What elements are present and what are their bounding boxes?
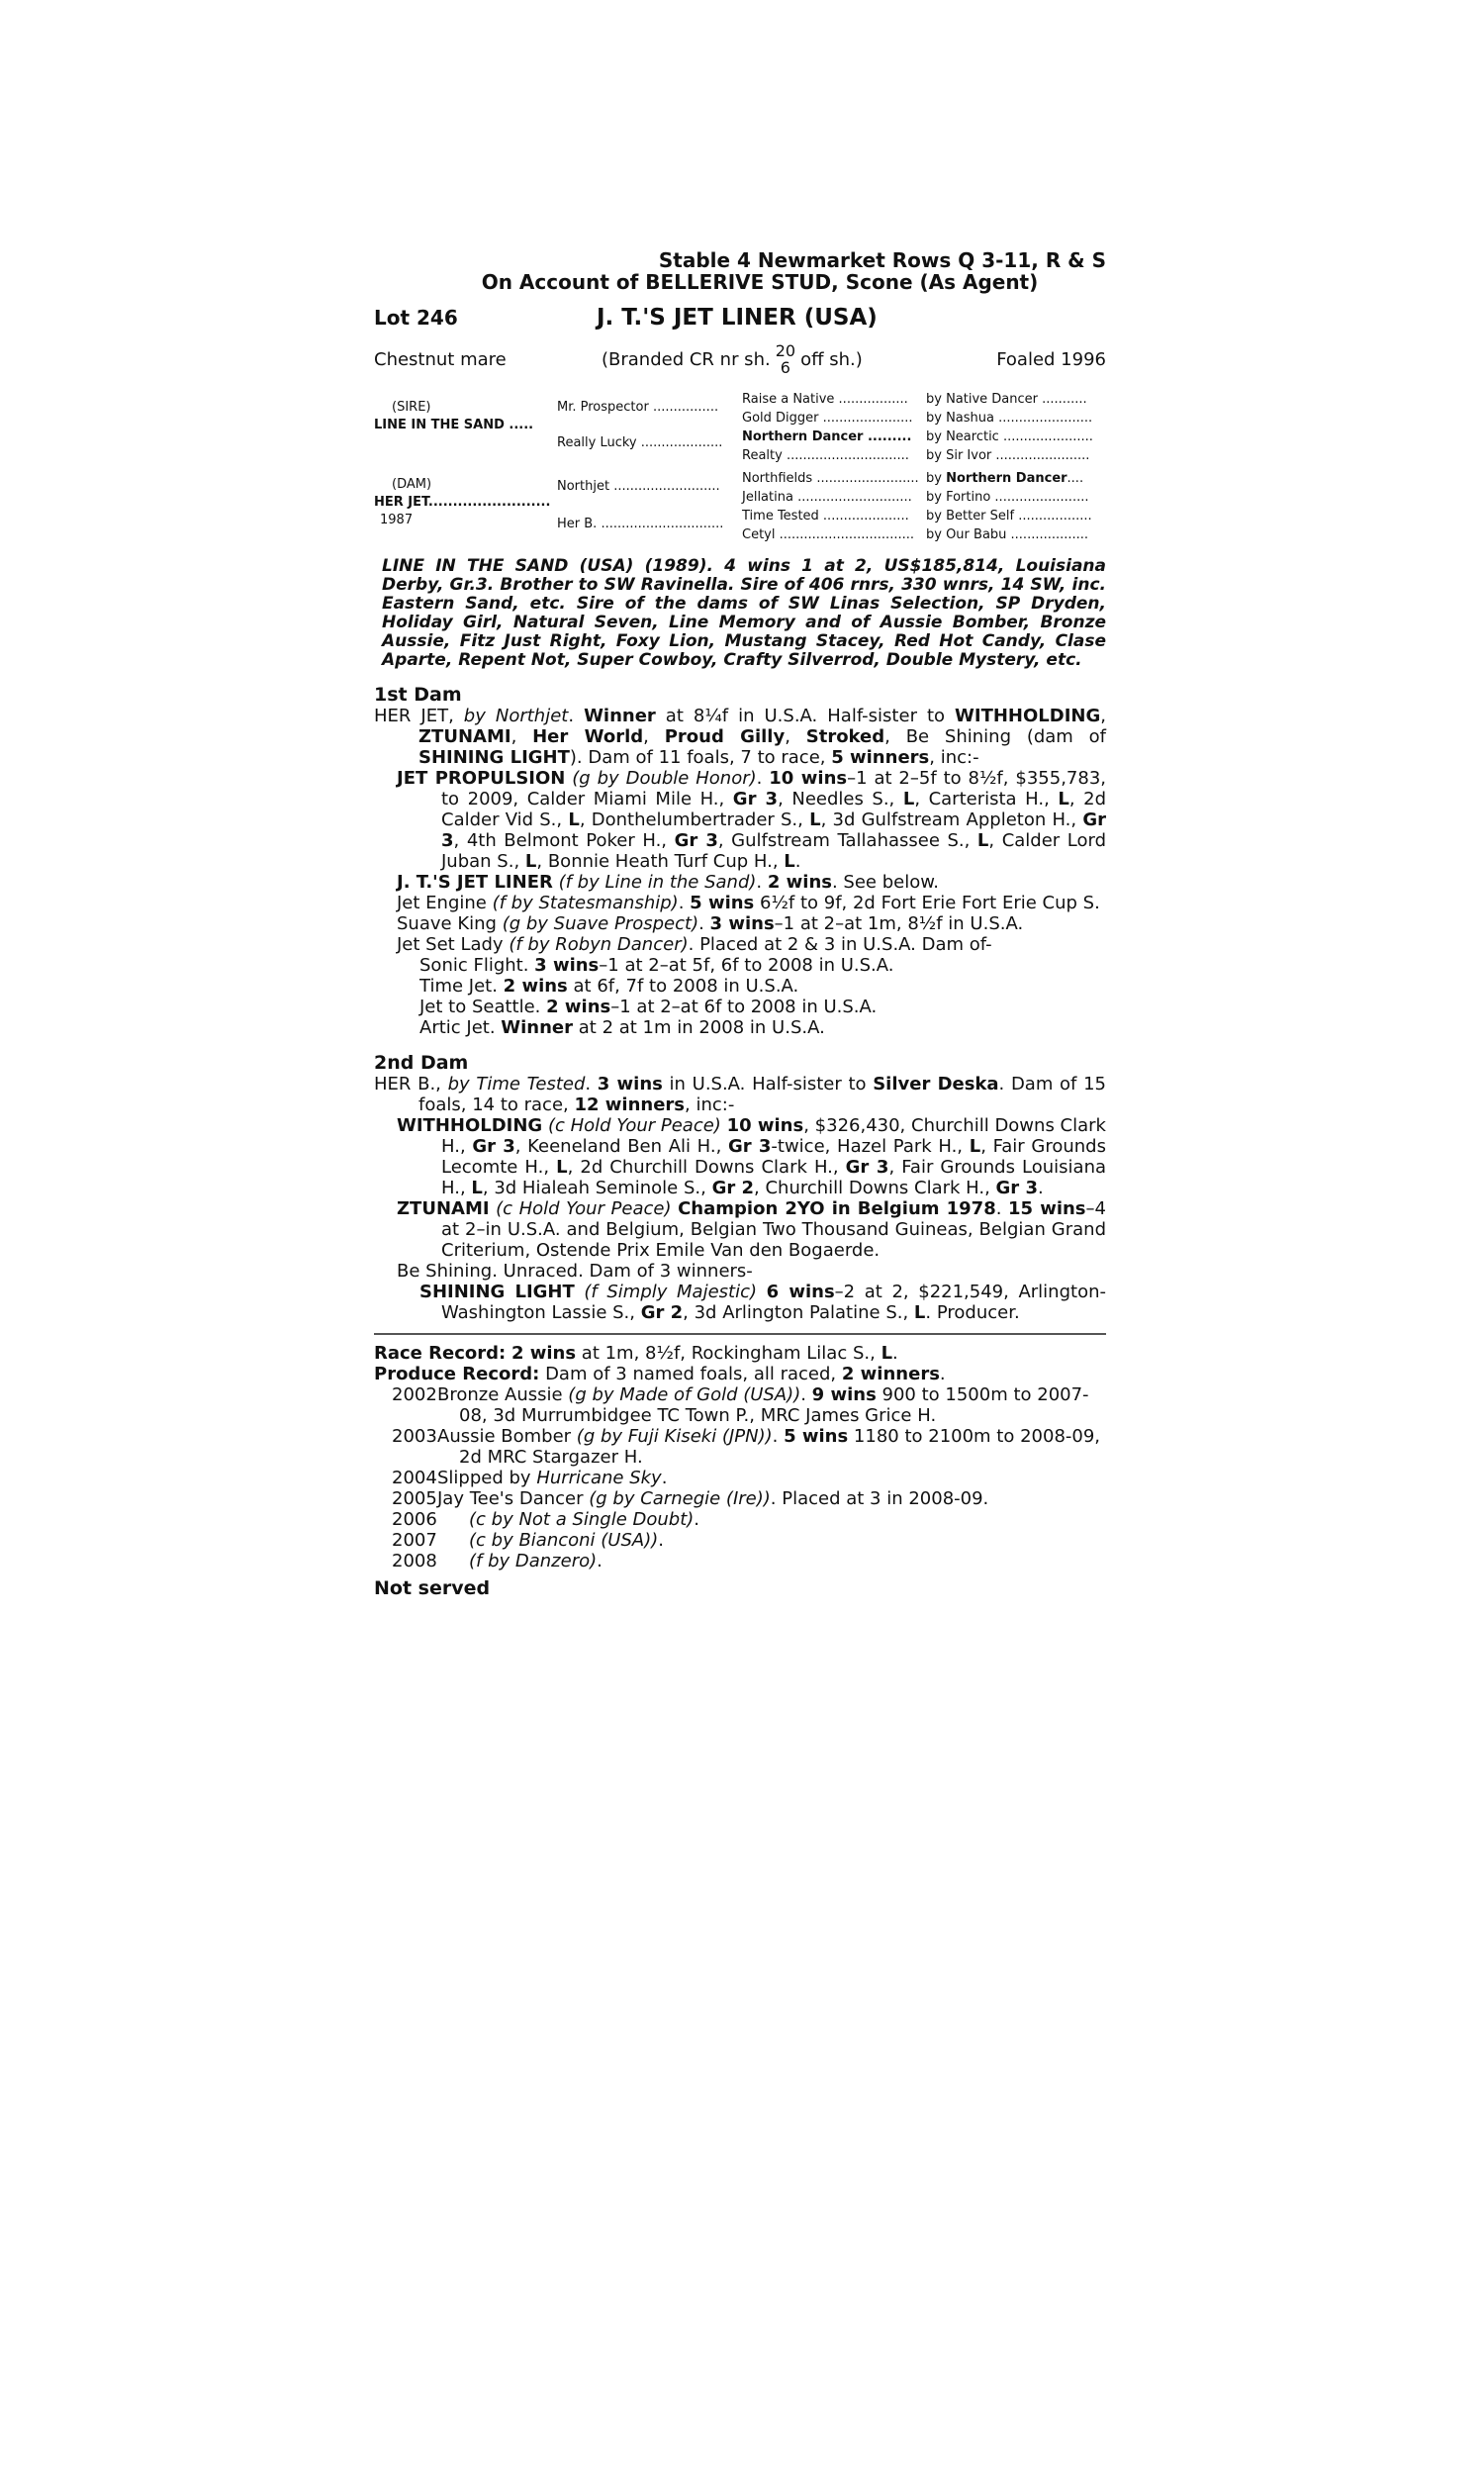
text-run: Gr 3 bbox=[728, 1136, 772, 1157]
text-run: L bbox=[913, 1302, 926, 1323]
text-run: Produce Record: bbox=[374, 1364, 540, 1384]
service-status: Not served bbox=[374, 1577, 491, 1599]
text-run: . bbox=[597, 1551, 603, 1571]
gen3-item: Northern Dancer ......... bbox=[742, 429, 912, 444]
grand-progeny-entry bbox=[374, 976, 1106, 997]
gen4-label: by Nashua bbox=[926, 411, 994, 426]
text-run: . bbox=[658, 1530, 664, 1551]
produce-year: 2008 bbox=[392, 1551, 437, 1571]
text-run: Race Record: bbox=[374, 1343, 507, 1364]
text-run: . bbox=[772, 1426, 785, 1447]
text-run: at 8¼f in U.S.A. Half-sister to bbox=[655, 706, 956, 726]
gen4-label: by Better Self bbox=[926, 509, 1015, 523]
text-run: (f by Robyn Dancer) bbox=[509, 934, 689, 955]
produce-row bbox=[374, 1530, 1106, 1551]
text-run: L bbox=[568, 809, 580, 830]
gen2-item: Really Lucky .................... bbox=[557, 435, 723, 450]
text-run: 2 wins bbox=[767, 872, 832, 893]
text-run: L bbox=[524, 851, 537, 872]
foaled-year: Foaled 1996 bbox=[996, 348, 1106, 370]
text-run: , 4th Belmont Poker H., bbox=[453, 830, 675, 851]
progeny-entry bbox=[374, 1198, 1106, 1261]
text-run: , bbox=[643, 726, 665, 747]
gen4-item: by Sir Ivor ....................... bbox=[926, 448, 1090, 463]
gen4-label: by Native Dancer bbox=[926, 392, 1039, 407]
text-run: (f by Statesmanship) bbox=[492, 893, 679, 913]
text-run: 5 wins bbox=[690, 893, 755, 913]
text-run: , Carterista H., bbox=[914, 789, 1059, 809]
produce-row bbox=[374, 1468, 1106, 1488]
progeny-entry bbox=[374, 934, 1106, 955]
grand-progeny-entry bbox=[374, 997, 1106, 1017]
text-run: (c by Not a Single Doubt) bbox=[469, 1509, 695, 1530]
produce-year: 2002 bbox=[392, 1384, 437, 1405]
gen2-label: Really Lucky bbox=[557, 435, 637, 450]
text-run: L bbox=[969, 1136, 981, 1157]
produce-detail bbox=[437, 1384, 1106, 1426]
text-run: Her World bbox=[532, 726, 644, 747]
produce-year: 2003 bbox=[392, 1426, 437, 1447]
text-run: L bbox=[1058, 789, 1069, 809]
text-run: –4 at 2–in U.S.A. and Belgium, Belgian Two Thousand Guineas, Belgian Grand Criterium, Ostende Prix Emile Van den Bogaerde. bbox=[441, 1198, 1106, 1261]
text-run: , $326,430, Churchill Downs Clark H., bbox=[441, 1115, 1106, 1157]
text-run: , Churchill Downs Clark H., bbox=[754, 1178, 996, 1198]
gen4-label-bold: Northern Dancer bbox=[946, 471, 1067, 486]
horse-description: Chestnut mare bbox=[374, 348, 507, 370]
text-run: 3 wins bbox=[534, 955, 600, 976]
text-run: 9 wins bbox=[811, 1384, 877, 1405]
text-run: . bbox=[1037, 1178, 1044, 1198]
text-run: Slipped by bbox=[437, 1468, 537, 1488]
text-run: 12 winners bbox=[574, 1094, 686, 1115]
second-dam-heading: 2nd Dam bbox=[374, 1052, 469, 1074]
gen4-item: by Native Dancer ........... bbox=[926, 392, 1087, 407]
produce-row bbox=[374, 1509, 1106, 1530]
produce-year: 2004 bbox=[392, 1468, 437, 1488]
text-run: . bbox=[694, 1509, 700, 1530]
text-run: –1 at 2–at 1m, 8½f in U.S.A. bbox=[774, 913, 1024, 934]
text-run: Time Jet. bbox=[419, 976, 504, 997]
gen4-label: by Fortino bbox=[926, 490, 991, 505]
text-run: at 6f, 7f to 2008 in U.S.A. bbox=[567, 976, 799, 997]
text-run: , bbox=[785, 726, 806, 747]
text-run: Gr 3 bbox=[674, 830, 718, 851]
gen2-label: Mr. Prospector bbox=[557, 400, 649, 415]
text-run: , Fair Grounds Louisiana H., bbox=[441, 1157, 1107, 1198]
text-run: Aussie Bomber bbox=[437, 1426, 577, 1447]
text-run: (g by Carnegie (Ire)) bbox=[589, 1488, 771, 1509]
text-run: ZTUNAMI bbox=[418, 726, 511, 747]
produce-row bbox=[374, 1488, 1106, 1509]
text-run: HER JET, bbox=[374, 706, 464, 726]
lot-line bbox=[374, 305, 1106, 331]
text-run: . See below. bbox=[831, 872, 940, 893]
gen4-item: by Nearctic ...................... bbox=[926, 429, 1093, 444]
description-line bbox=[374, 336, 1106, 382]
text-run: , Gulfstream Tallahassee S., bbox=[717, 830, 977, 851]
text-run: 1180 to 2100m to 2008-09, 2d MRC Stargazer H. bbox=[459, 1426, 1101, 1468]
grand-progeny-entry bbox=[374, 1282, 1106, 1323]
text-run: . bbox=[678, 893, 691, 913]
text-run: 10 wins bbox=[726, 1115, 804, 1136]
produce-row bbox=[374, 1384, 1106, 1426]
text-run: HER B., bbox=[374, 1074, 448, 1094]
brand-bottom: 6 bbox=[780, 358, 790, 377]
brand-prefix: (Branded CR nr sh. bbox=[602, 348, 771, 370]
gen2-item: Northjet .......................... bbox=[557, 479, 720, 494]
horse-name: J. T.'S JET LINER (USA) bbox=[597, 305, 878, 331]
brand-top: 20 bbox=[775, 341, 796, 360]
text-run: Gr 3 bbox=[472, 1136, 515, 1157]
text-run: L bbox=[976, 830, 989, 851]
text-run: J. T.'S JET LINER bbox=[397, 872, 553, 893]
text-run: Sonic Flight. bbox=[419, 955, 535, 976]
text-run: Silver Deska bbox=[873, 1074, 999, 1094]
progeny-entry bbox=[374, 872, 1106, 893]
first-dam-heading: 1st Dam bbox=[374, 684, 462, 706]
sire-tag: (SIRE) bbox=[392, 400, 431, 415]
produce-year: 2006 bbox=[392, 1509, 437, 1530]
text-run: , inc:- bbox=[685, 1094, 735, 1115]
text-run: , bbox=[1100, 706, 1106, 726]
sire-label: LINE IN THE SAND bbox=[374, 418, 505, 432]
text-run: by Northjet bbox=[463, 706, 569, 726]
brand-info bbox=[602, 342, 977, 376]
grand-progeny-entry bbox=[374, 1017, 1106, 1038]
text-run: , Calder Lord Juban S., bbox=[441, 830, 1106, 872]
text-run: (c by Bianconi (USA)) bbox=[469, 1530, 659, 1551]
gen4-label: by Nearctic bbox=[926, 429, 999, 444]
gen3-label: Jellatina bbox=[742, 490, 793, 505]
text-run: L bbox=[471, 1178, 483, 1198]
dam-year: 1987 bbox=[380, 513, 414, 527]
text-run: -twice, Hazel Park H., bbox=[771, 1136, 970, 1157]
section-divider bbox=[374, 1333, 1106, 1335]
text-run: (g by Double Honor) bbox=[565, 768, 757, 789]
text-run: 5 wins bbox=[784, 1426, 849, 1447]
text-run: Bronze Aussie bbox=[437, 1384, 569, 1405]
text-run: , bbox=[510, 726, 533, 747]
gen4-label: by Our Babu bbox=[926, 527, 1007, 542]
gen3-label: Raise a Native bbox=[742, 392, 835, 407]
text-run: Gr 2 bbox=[711, 1178, 755, 1198]
text-run: 2 winners bbox=[841, 1364, 940, 1384]
text-run: WITHHOLDING bbox=[397, 1115, 543, 1136]
gen4-item: by Nashua ....................... bbox=[926, 411, 1093, 426]
text-run: at 1m, 8½f, Rockingham Lilac S., bbox=[576, 1343, 881, 1364]
text-run: L bbox=[809, 809, 821, 830]
text-run: Hurricane Sky bbox=[536, 1468, 662, 1488]
text-run: 900 to 1500m to 2007-08, 3d Murrumbidgee TC Town P., MRC James Grice H. bbox=[459, 1384, 1089, 1426]
text-run: WITHHOLDING bbox=[955, 706, 1101, 726]
text-run: Gr 3 bbox=[441, 809, 1106, 851]
text-run: ). Dam of 11 foals, 7 to race, bbox=[569, 747, 832, 768]
stable-location: Stable 4 Newmarket Rows Q 3-11, R & S bbox=[658, 248, 1106, 272]
text-run: , Keeneland Ben Ali H., bbox=[514, 1136, 729, 1157]
gen3-label: Gold Digger bbox=[742, 411, 819, 426]
text-run: . bbox=[794, 851, 801, 872]
text-run: –1 at 2–5f to 8½f, $355,783, to 2009, Calder Miami Mile H., bbox=[441, 768, 1106, 809]
text-run: Stroked bbox=[805, 726, 885, 747]
dam-label: HER JET bbox=[374, 495, 428, 510]
text-run: (g by Fuji Kiseki (JPN)) bbox=[576, 1426, 773, 1447]
text-run: . bbox=[568, 706, 585, 726]
gen2-item: Mr. Prospector ................ bbox=[557, 400, 719, 415]
text-run: ZTUNAMI bbox=[397, 1198, 490, 1219]
text-run: (c Hold Your Peace) bbox=[542, 1115, 721, 1136]
lot-number: Lot 246 bbox=[374, 306, 458, 330]
progeny-entry bbox=[374, 913, 1106, 934]
gen2-label: Her B. bbox=[557, 517, 598, 531]
produce-detail bbox=[437, 1488, 988, 1509]
text-run: (f by Line in the Sand) bbox=[552, 872, 757, 893]
text-run: , Be Shining (dam of bbox=[884, 726, 1106, 747]
produce-record bbox=[374, 1364, 1106, 1384]
gen4-item: by Our Babu ................... bbox=[926, 527, 1089, 542]
text-run: at 2 at 1m in 2008 in U.S.A. bbox=[573, 1017, 825, 1038]
text-run: 3 wins bbox=[709, 913, 775, 934]
text-run: . Placed at 2 & 3 in U.S.A. Dam of- bbox=[688, 934, 992, 955]
sire-summary: LINE IN THE SAND (USA) (1989). 4 wins 1 at 2, US$185,814, Louisiana Derby, Gr.3. Brother to SW Ravinella. Sire of 406 rnrs, 330 wnrs, 14 SW, inc. Eastern Sand, etc. Sire of the dams of SW Linas Selection, SP Dryden, Holiday Girl, Natural Seven, Line Memory and of Aussie Bomber, Bronze Aussie, Fitz Just Right, Foxy Lion, Mustang Stacey, Red Hot Candy, Clase Aparte, Repent Not, Super Cowboy, Crafty Silverrod, Double Mystery, etc. bbox=[382, 556, 1106, 670]
text-run: . bbox=[698, 913, 710, 934]
gen4-item: by Fortino ....................... bbox=[926, 490, 1089, 505]
text-run: by Time Tested bbox=[447, 1074, 586, 1094]
brand-fraction bbox=[776, 342, 795, 376]
race-record bbox=[374, 1343, 1106, 1364]
text-run: SHINING LIGHT bbox=[418, 747, 570, 768]
second-dam-intro bbox=[374, 1074, 1106, 1115]
text-run: SHINING LIGHT bbox=[419, 1282, 575, 1302]
gen3-label: Cetyl bbox=[742, 527, 776, 542]
text-run: , Bonnie Heath Turf Cup H., bbox=[536, 851, 785, 872]
text-run: , 2d Churchill Downs Clark H., bbox=[567, 1157, 846, 1178]
text-run: L bbox=[902, 789, 915, 809]
text-run: . Dam of 15 foals, 14 to race, bbox=[418, 1074, 1106, 1115]
text-run: Dam of 3 named foals, all raced, bbox=[539, 1364, 842, 1384]
text-run: Proud Gilly bbox=[664, 726, 786, 747]
text-run bbox=[757, 1282, 767, 1302]
text-run: Jet Engine bbox=[397, 893, 493, 913]
produce-year: 2007 bbox=[392, 1530, 437, 1551]
text-run: 6½f to 9f, 2d Fort Erie Fort Erie Cup S. bbox=[754, 893, 1100, 913]
text-run: Winner bbox=[584, 706, 656, 726]
gen3-item: Time Tested ..................... bbox=[742, 509, 909, 523]
text-run: , 3d Arlington Palatine S., bbox=[683, 1302, 914, 1323]
text-run: . bbox=[939, 1364, 946, 1384]
text-run: L bbox=[784, 851, 795, 872]
gen3-item: Northfields ......................... bbox=[742, 471, 919, 486]
gen3-item: Cetyl ................................. bbox=[742, 527, 914, 542]
text-run: –2 at 2, $221,549, Arlington-Washington Lassie S., bbox=[441, 1282, 1106, 1323]
text-run: Gr 2 bbox=[640, 1302, 684, 1323]
grand-progeny-entry bbox=[374, 955, 1106, 976]
progeny-entry bbox=[374, 893, 1106, 913]
gen2-label: Northjet bbox=[557, 479, 610, 494]
produce-detail bbox=[469, 1530, 664, 1551]
sire-name: LINE IN THE SAND ..... bbox=[374, 418, 534, 432]
produce-detail bbox=[469, 1509, 699, 1530]
progeny-entry bbox=[374, 768, 1106, 872]
catalogue-page bbox=[374, 249, 1106, 1599]
text-run: . Placed at 3 in 2008-09. bbox=[770, 1488, 989, 1509]
vendor-account: On Account of BELLERIVE STUD, Scone (As Agent) bbox=[481, 270, 1039, 294]
text-run: . Producer. bbox=[925, 1302, 1020, 1323]
produce-detail bbox=[469, 1551, 603, 1571]
text-run: , 2d Calder Vid S., bbox=[441, 789, 1106, 830]
text-run: Champion 2YO in Belgium 1978 bbox=[678, 1198, 996, 1219]
text-run: 6 wins bbox=[766, 1282, 835, 1302]
text-run: –1 at 2–at 5f, 6f to 2008 in U.S.A. bbox=[599, 955, 894, 976]
text-run: . bbox=[661, 1468, 668, 1488]
text-run: , 3d Gulfstream Appleton H., bbox=[820, 809, 1083, 830]
gen4-item: by Better Self .................. bbox=[926, 509, 1092, 523]
text-run: L bbox=[881, 1343, 893, 1364]
text-run: 2 wins bbox=[510, 1343, 577, 1364]
dam-tag: (DAM) bbox=[392, 477, 432, 492]
text-run: , inc:- bbox=[929, 747, 979, 768]
gen4-label: by bbox=[926, 471, 942, 486]
text-run: Suave King bbox=[397, 913, 503, 934]
gen3-label: Northfields bbox=[742, 471, 813, 486]
text-run: Gr 3 bbox=[995, 1178, 1038, 1198]
text-run: 15 wins bbox=[1008, 1198, 1086, 1219]
gen4-label: by Sir Ivor bbox=[926, 448, 992, 463]
gen3-item: Realty .............................. bbox=[742, 448, 909, 463]
text-run: . bbox=[995, 1198, 1009, 1219]
text-run: Artic Jet. bbox=[419, 1017, 502, 1038]
text-run: (g by Suave Prospect) bbox=[502, 913, 699, 934]
brand-suffix: off sh.) bbox=[800, 348, 863, 370]
gen3-item: Gold Digger ...................... bbox=[742, 411, 913, 426]
text-run: 3 wins bbox=[597, 1074, 663, 1094]
text-run: (g by Made of Gold (USA)) bbox=[568, 1384, 801, 1405]
produce-year: 2005 bbox=[392, 1488, 437, 1509]
text-run: , Fair Grounds Lecomte H., bbox=[441, 1136, 1106, 1178]
text-run: Jay Tee's Dancer bbox=[437, 1488, 590, 1509]
text-run: . bbox=[756, 768, 770, 789]
text-run: (f by Danzero) bbox=[469, 1551, 598, 1571]
text-run: –1 at 2–at 6f to 2008 in U.S.A. bbox=[610, 997, 878, 1017]
text-run: 2 wins bbox=[503, 976, 568, 997]
text-run: 5 winners bbox=[831, 747, 930, 768]
gen3-item: Raise a Native ................. bbox=[742, 392, 908, 407]
text-run: Winner bbox=[501, 1017, 574, 1038]
gen3-label: Time Tested bbox=[742, 509, 819, 523]
text-run: in U.S.A. Half-sister to bbox=[662, 1074, 874, 1094]
progeny-entry bbox=[374, 1115, 1106, 1198]
text-run: (c Hold Your Peace) bbox=[489, 1198, 672, 1219]
gen3-label: Northern Dancer bbox=[742, 429, 864, 444]
text-run: Jet to Seattle. bbox=[419, 997, 547, 1017]
text-run: Gr 3 bbox=[732, 789, 779, 809]
dam-name: HER JET......................... bbox=[374, 495, 551, 510]
text-run: 2 wins bbox=[546, 997, 611, 1017]
first-dam-intro bbox=[374, 706, 1106, 768]
gen4-item: by Northern Dancer.... bbox=[926, 471, 1084, 486]
text-run: , Donthelumbertrader S., bbox=[579, 809, 810, 830]
produce-detail bbox=[437, 1468, 667, 1488]
text-run: L bbox=[556, 1157, 568, 1178]
text-run: Jet Set Lady bbox=[397, 934, 510, 955]
text-run: . bbox=[800, 1384, 812, 1405]
text-run: . bbox=[756, 872, 768, 893]
text-run: . bbox=[585, 1074, 598, 1094]
text-run: Gr 3 bbox=[845, 1157, 889, 1178]
text-run: (f Simply Majestic) bbox=[574, 1282, 758, 1302]
pedigree-table bbox=[374, 388, 1106, 551]
gen3-item: Jellatina ............................ bbox=[742, 490, 912, 505]
text-run: JET PROPULSION bbox=[397, 768, 566, 789]
text-run: , Needles S., bbox=[778, 789, 903, 809]
produce-row bbox=[374, 1551, 1106, 1571]
text-run: , 3d Hialeah Seminole S., bbox=[482, 1178, 712, 1198]
text-run: 10 wins bbox=[769, 768, 848, 789]
produce-detail bbox=[437, 1426, 1106, 1468]
progeny-entry: Be Shining. Unraced. Dam of 3 winners- bbox=[397, 1261, 753, 1282]
produce-row bbox=[374, 1426, 1106, 1468]
text-run: . bbox=[892, 1343, 898, 1364]
gen3-label: Realty bbox=[742, 448, 783, 463]
gen2-item: Her B. .............................. bbox=[557, 517, 724, 531]
